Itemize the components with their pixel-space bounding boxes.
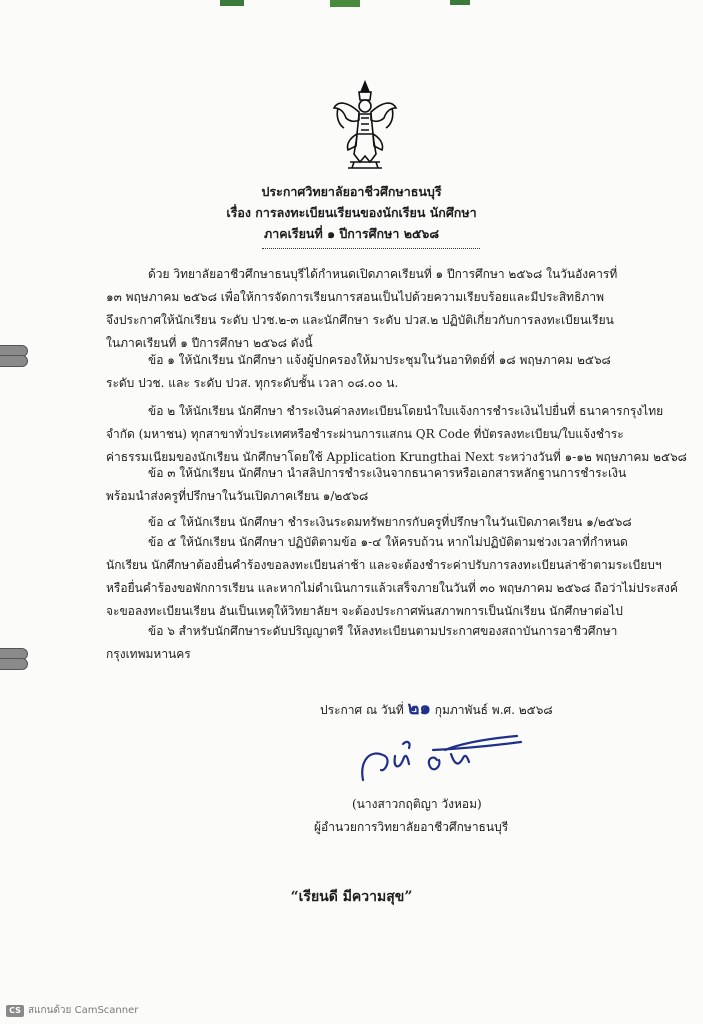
- announcement-title: ประกาศวิทยาลัยอาชีวศึกษาธนบุรี: [261, 184, 442, 199]
- text-line: ข้อ ๕ ให้นักเรียน นักศึกษา ปฏิบัติตามข้อ ๑-๔ ให้ครบถ้วน หากไม่ปฏิบัติตามช่วงเวลาที่กำหนด: [148, 535, 628, 549]
- camscanner-logo-icon: CS: [6, 1005, 24, 1017]
- text-line: ข้อ ๖ สำหรับนักศึกษาระดับปริญญาตรี ให้ลงทะเบียนตามประกาศของสถาบันการอาชีวศึกษา: [148, 624, 618, 638]
- text-line: ด้วย วิทยาลัยอาชีวศึกษาธนบุรีได้กำหนดเปิดภาคเรียนที่ ๑ ปีการศึกษา ๒๕๖๘ ในวันอังคารที่: [148, 267, 618, 281]
- date-day-handwritten: ๒๑: [407, 698, 431, 719]
- date-prefix: ประกาศ ณ วันที่: [320, 703, 404, 717]
- header-divider: [262, 248, 480, 249]
- announcement-subject: เรื่อง การลงทะเบียนเรียนของนักเรียน นักศึกษา: [226, 205, 477, 220]
- garuda-emblem: [330, 78, 400, 178]
- scanner-text: สแกนด้วย CamScanner: [28, 1005, 139, 1016]
- paragraph-clause-6: [106, 620, 640, 666]
- text-line: ข้อ ๓ ให้นักเรียน นักศึกษา นำสลิปการชำระเงินจากธนาคารหรือเอกสารหลักฐานการชำระเงิน: [148, 466, 627, 480]
- handwritten-signature: [355, 730, 525, 790]
- text-line: ๑๓ พฤษภาคม ๒๕๖๘ เพื่อให้การจัดการเรียนการสอนเป็นไปด้วยความเรียบร้อยและมีประสิทธิภาพ: [106, 290, 604, 304]
- top-edge-decoration: [200, 0, 520, 10]
- paragraph-clause-1: [106, 349, 640, 395]
- paragraph-clause-3: [106, 462, 640, 508]
- text-line: จึงประกาศให้นักเรียน ระดับ ปวช.๒-๓ และนักศึกษา ระดับ ปวส.๒ ปฏิบัติเกี่ยวกับการลงทะเบียนเรียน: [106, 313, 614, 327]
- text-line: ข้อ ๔ ให้นักเรียน นักศึกษา ชำระเงินระดมทรัพยากรกับครูที่ปรึกษาในวันเปิดภาคเรียน ๑/๒๕๖๘: [148, 515, 632, 529]
- text-line: ข้อ ๑ ให้นักเรียน นักศึกษา แจ้งผู้ปกครองให้มาประชุมในวันอาทิตย์ที่ ๑๘ พฤษภาคม ๒๕๖๘: [148, 353, 611, 367]
- text-line: นักเรียน นักศึกษาต้องยื่นคำร้องขอลงทะเบียนล่าช้า และจะต้องชำระค่าปรับการลงทะเบียนล่าช้าตามระเบียบฯ: [106, 558, 662, 572]
- scanner-watermark: [6, 1003, 138, 1018]
- binder-ring: [0, 355, 28, 367]
- signer-position: ผู้อำนวยการวิทยาลัยอาชีวศึกษาธนบุรี: [314, 820, 509, 834]
- text-line: ระดับ ปวช. และ ระดับ ปวส. ทุกระดับชั้น เวลา ๐๘.๐๐ น.: [106, 376, 399, 390]
- announcement-term: ภาคเรียนที่ ๑ ปีการศึกษา ๒๕๖๘: [264, 226, 439, 241]
- announcement-date: [320, 693, 553, 722]
- text-line: ข้อ ๒ ให้นักเรียน นักศึกษา ชำระเงินค่าลงทะเบียนโดยนำใบแจ้งการชำระเงินไปยื่นที่ ธนาคารกรุงไทย: [148, 404, 664, 418]
- text-line: หรือยื่นคำร้องขอพักการเรียน และหากไม่ดำเนินการแล้วเสร็จภายในวันที่ ๓๐ พฤษภาคม ๒๕๖๘ ถือว่าไม่ประสงค์: [106, 581, 678, 595]
- binder-ring: [0, 658, 28, 670]
- text-line: จะขอลงทะเบียนเรียน อันเป็นเหตุให้วิทยาลัยฯ จะต้องประกาศพ้นสภาพการเป็นนักเรียน นักศึกษาต่อไป: [106, 604, 623, 618]
- text-line: ค่าธรรมเนียมของนักเรียน นักศึกษาโดยใช้ Application Krungthai Next ระหว่างวันที่ ๑-๑๒ พฤษภาคม ๒๕๖๘: [106, 450, 687, 464]
- text-line: ในภาคเรียนที่ ๑ ปีการศึกษา ๒๕๖๘ ดังนี้: [106, 336, 313, 350]
- paragraph-intro: [106, 263, 640, 355]
- signer-name: (นางสาวกฤติญา วังหอม): [352, 797, 482, 811]
- text-line: จำกัด (มหาชน) ทุกสาขาทั่วประเทศหรือชำระผ่านการแสกน QR Code ที่บัตรลงทะเบียน/ใบแจ้งชำระ: [106, 427, 624, 441]
- text-line: กรุงเทพมหานคร: [106, 647, 191, 661]
- text-line: พร้อมนำส่งครูที่ปรึกษาในวันเปิดภาคเรียน ๑/๒๕๖๘: [106, 489, 369, 503]
- paragraph-clause-2: [106, 400, 687, 469]
- paragraph-clause-5: [106, 531, 678, 623]
- college-motto: “เรียนดี มีความสุข”: [290, 889, 413, 905]
- date-suffix: กุมภาพันธ์ พ.ศ. ๒๕๖๘: [434, 703, 553, 717]
